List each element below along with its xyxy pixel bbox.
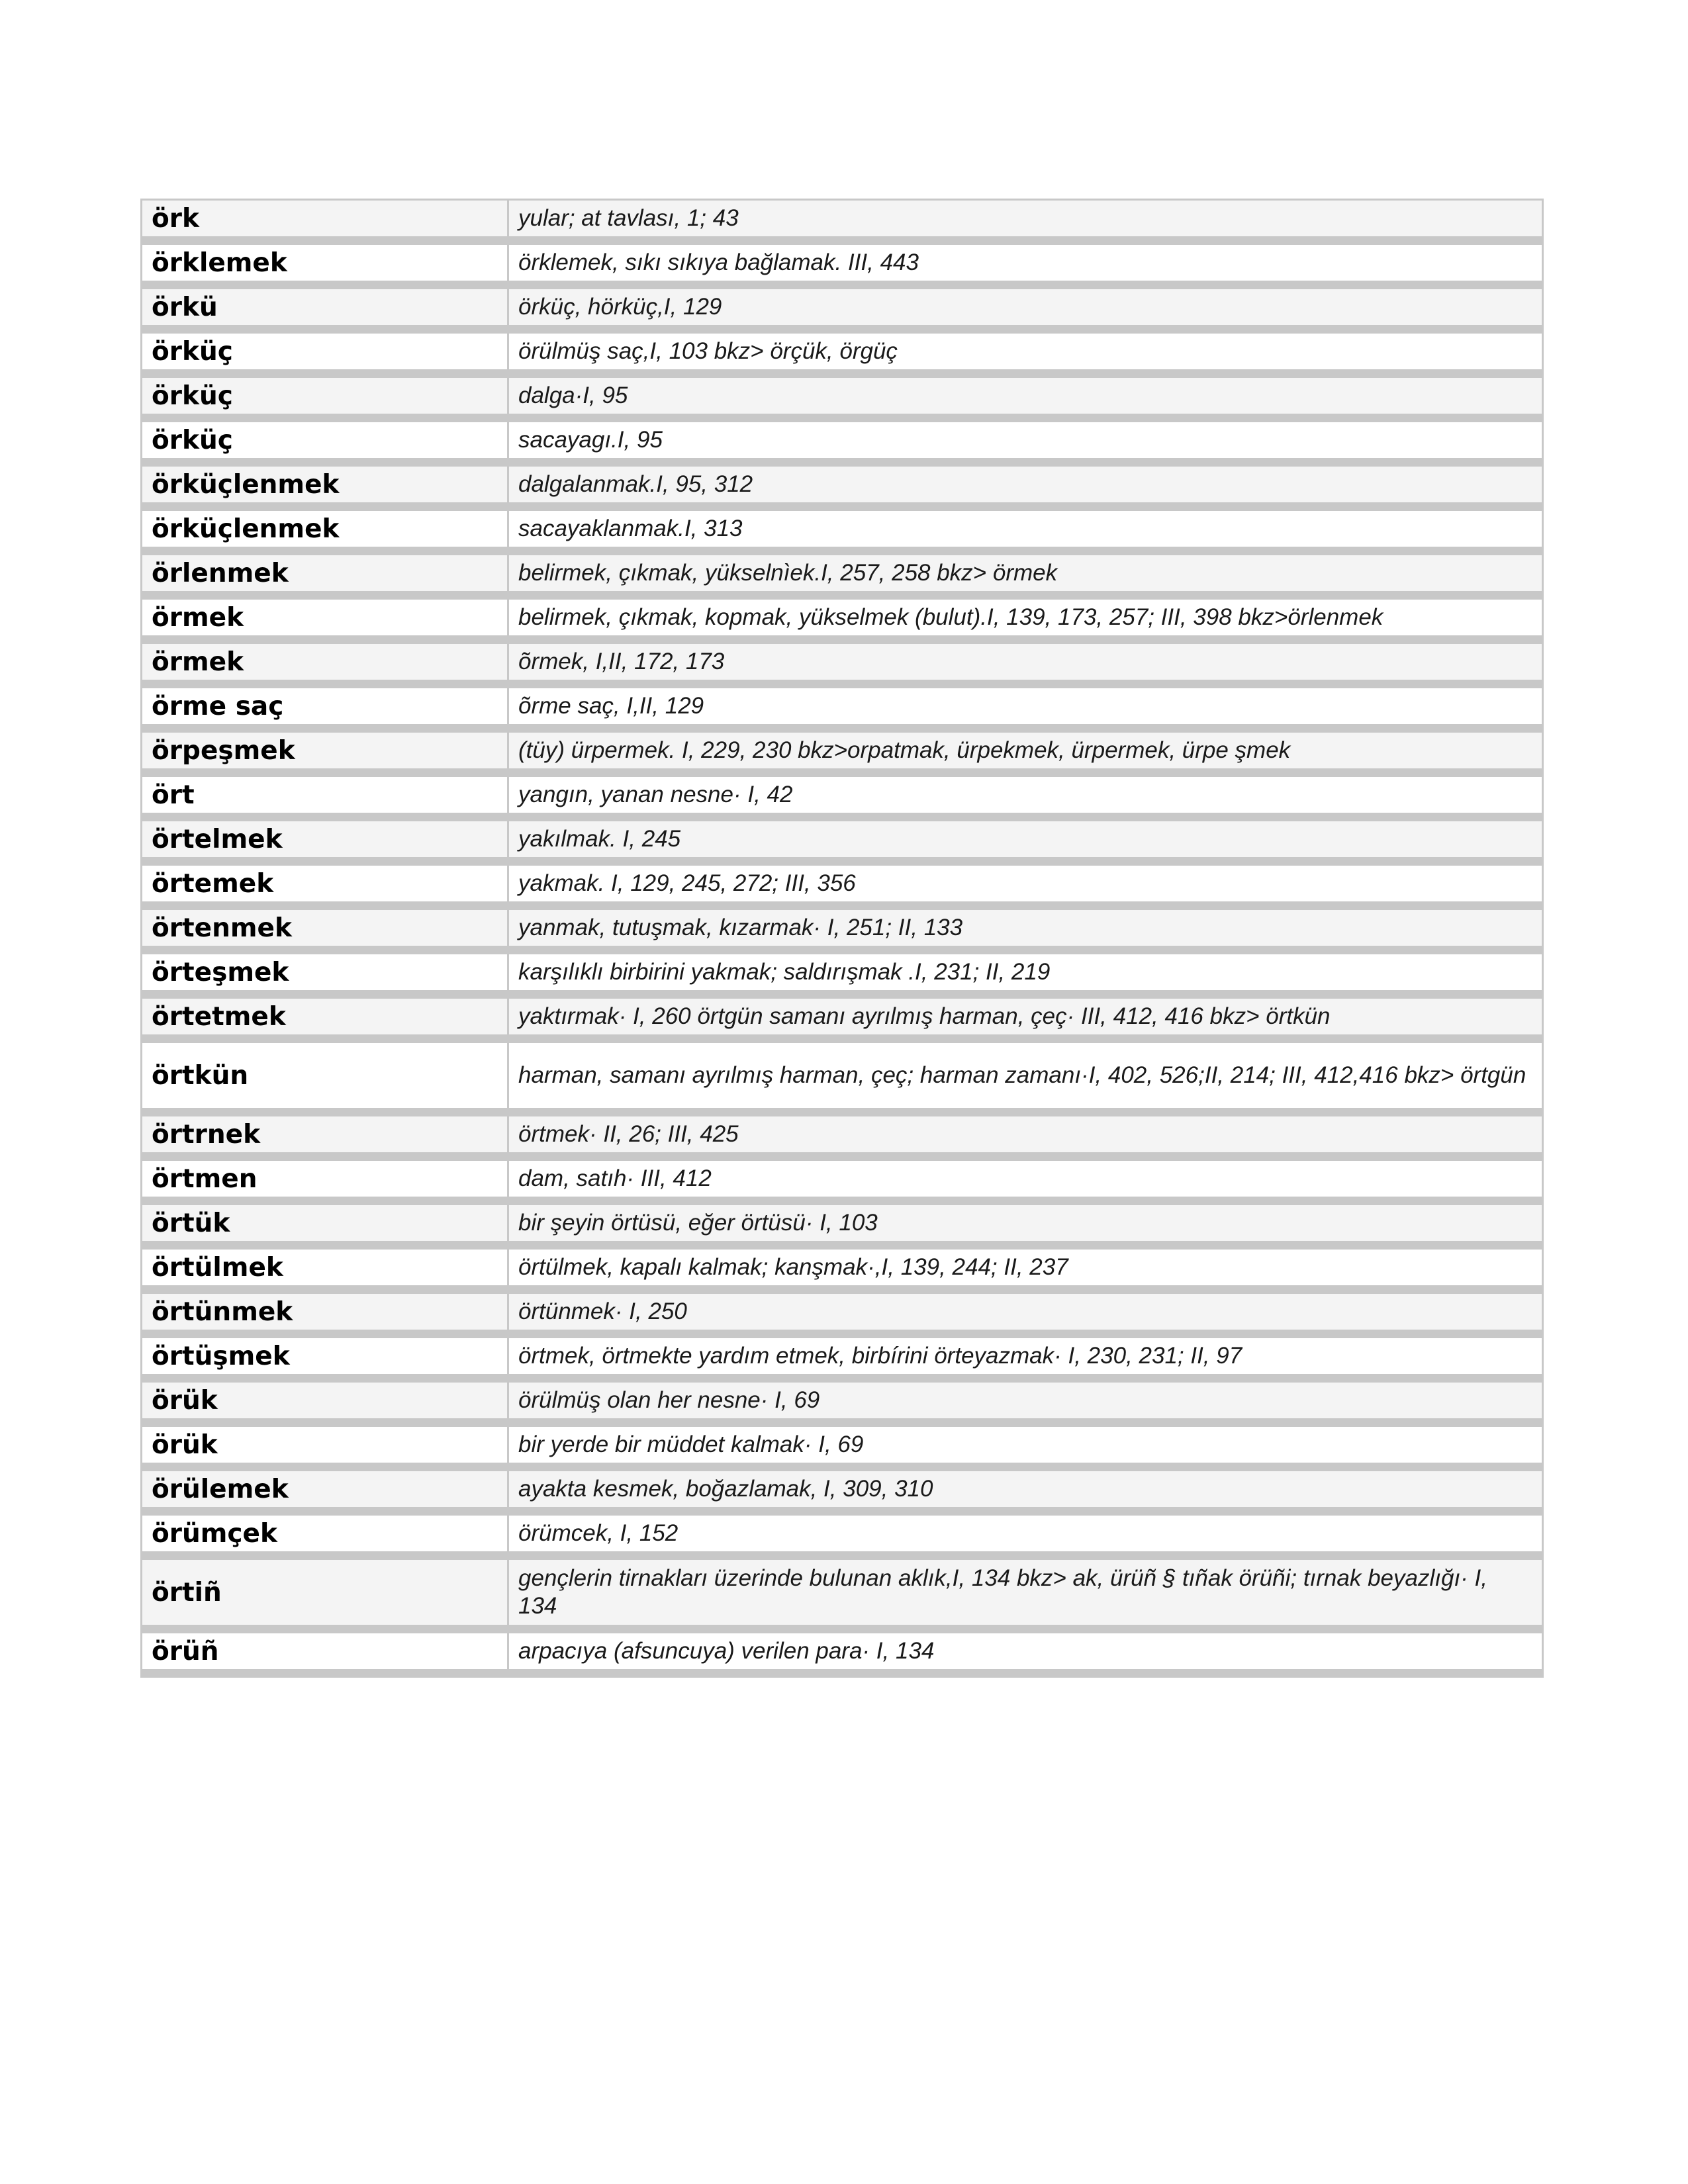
headword-cell: örtrnek [142,1116,509,1161]
headword-cell: örümçek [142,1516,509,1560]
table-row [142,1338,1542,1383]
table-row [142,1560,1542,1633]
table-row [142,999,1542,1043]
definition-cell: belirmek, çıkmak, yükselnìek.I, 257, 258 bkz> örmek [509,555,1542,600]
headword-cell: örtkün [142,1043,509,1116]
definition-cell: örülmüş olan her nesne· I, 69 [509,1383,1542,1427]
table-row [142,866,1542,910]
definition-cell: dam, satıh· III, 412 [509,1161,1542,1205]
headword-cell: örmek [142,600,509,644]
headword-cell: örküçlenmek [142,467,509,511]
table-row [142,1294,1542,1338]
table-row [142,1161,1542,1205]
headword-cell: örtük [142,1205,509,1250]
table-row [142,1383,1542,1427]
definition-cell: örklemek, sıkı sıkıya bağlamak. III, 443 [509,245,1542,289]
definition-cell: bir yerde bir müddet kalmak· I, 69 [509,1427,1542,1471]
headword-cell: örüñ [142,1633,509,1678]
headword-cell: örküç [142,334,509,378]
table-row [142,467,1542,511]
table-row [142,1250,1542,1294]
table-row [142,1471,1542,1516]
headword-cell: örük [142,1427,509,1471]
table-row [142,954,1542,999]
table-row [142,555,1542,600]
headword-cell: örkü [142,289,509,334]
table-row [142,733,1542,777]
table-row [142,378,1542,422]
table-row [142,644,1542,688]
definition-cell: örküç, hörküç,I, 129 [509,289,1542,334]
headword-cell: örküçlenmek [142,511,509,555]
headword-cell: örtülmek [142,1250,509,1294]
headword-cell: örtiñ [142,1560,509,1633]
headword-cell: örk [142,201,509,245]
table-row [142,334,1542,378]
definition-cell: dalga·I, 95 [509,378,1542,422]
definition-cell: bir şeyin örtüsü, eğer örtüsü· I, 103 [509,1205,1542,1250]
definition-cell: örtmek· II, 26; III, 425 [509,1116,1542,1161]
dictionary-table [140,199,1544,1678]
headword-cell: örteşmek [142,954,509,999]
definition-cell: örtmek, örtmekte yardım etmek, birbírini örteyazmak· I, 230, 231; II, 97 [509,1338,1542,1383]
table-row [142,1427,1542,1471]
headword-cell: örme saç [142,688,509,733]
table-row [142,600,1542,644]
table-row [142,821,1542,866]
table-row [142,245,1542,289]
headword-cell: örtetmek [142,999,509,1043]
headword-cell: örtemek [142,866,509,910]
headword-cell: örük [142,1383,509,1427]
table-row [142,1516,1542,1560]
headword-cell: örpeşmek [142,733,509,777]
headword-cell: örlenmek [142,555,509,600]
definition-cell: örümcek, I, 152 [509,1516,1542,1560]
definition-cell: õrme saç, I,II, 129 [509,688,1542,733]
definition-cell: karşılıklı birbirini yakmak; saldırışmak .I, 231; II, 219 [509,954,1542,999]
headword-cell: örtenmek [142,910,509,954]
definition-cell: örülmüş saç,I, 103 bkz> örçük, örgüç [509,334,1542,378]
headword-cell: örtüşmek [142,1338,509,1383]
definition-cell: yakılmak. I, 245 [509,821,1542,866]
definition-cell: õrmek, I,II, 172, 173 [509,644,1542,688]
table-row [142,289,1542,334]
definition-cell: ayakta kesmek, boğazlamak, I, 309, 310 [509,1471,1542,1516]
table-row [142,688,1542,733]
headword-cell: örküç [142,378,509,422]
table-row [142,777,1542,821]
table-row [142,422,1542,467]
definition-cell: örtülmek, kapalı kalmak; kanşmak·,I, 139, 244; II, 237 [509,1250,1542,1294]
table-row [142,1116,1542,1161]
headword-cell: ört [142,777,509,821]
definition-cell: gençlerin tirnakları üzerinde bulunan aklık,I, 134 bkz> ak, ürüñ § tıñak örüñi; tırnak beyazlığı· I, 134 [509,1560,1542,1633]
definition-cell: yular; at tavlası, 1; 43 [509,201,1542,245]
definition-cell: dalgalanmak.I, 95, 312 [509,467,1542,511]
headword-cell: örtünmek [142,1294,509,1338]
table-row [142,1205,1542,1250]
table-row [142,1633,1542,1678]
definition-cell: harman, samanı ayrılmış harman, çeç; harman zamanı·I, 402, 526;II, 214; III, 412,416 bkz> örtgün [509,1043,1542,1116]
headword-cell: örtelmek [142,821,509,866]
definition-cell: (tüy) ürpermek. I, 229, 230 bkz>orpatmak, ürpekmek, ürpermek, ürpe şmek [509,733,1542,777]
definition-cell: arpacıya (afsuncuya) verilen para· I, 134 [509,1633,1542,1678]
definition-cell: yaktırmak· I, 260 örtgün samanı ayrılmış harman, çeç· III, 412, 416 bkz> örtkün [509,999,1542,1043]
definition-cell: örtünmek· I, 250 [509,1294,1542,1338]
definition-cell: yangın, yanan nesne· I, 42 [509,777,1542,821]
headword-cell: örülemek [142,1471,509,1516]
headword-cell: örküç [142,422,509,467]
table-row [142,1043,1542,1116]
headword-cell: örklemek [142,245,509,289]
definition-cell: sacayaklanmak.I, 313 [509,511,1542,555]
dictionary-table-body [142,201,1542,1678]
definition-cell: yakmak. I, 129, 245, 272; III, 356 [509,866,1542,910]
headword-cell: örmek [142,644,509,688]
headword-cell: örtmen [142,1161,509,1205]
table-row [142,201,1542,245]
definition-cell: belirmek, çıkmak, kopmak, yükselmek (bulut).I, 139, 173, 257; III, 398 bkz>örlenmek [509,600,1542,644]
table-row [142,910,1542,954]
definition-cell: yanmak, tutuşmak, kızarmak· I, 251; II, 133 [509,910,1542,954]
table-row [142,511,1542,555]
definition-cell: sacayagı.I, 95 [509,422,1542,467]
